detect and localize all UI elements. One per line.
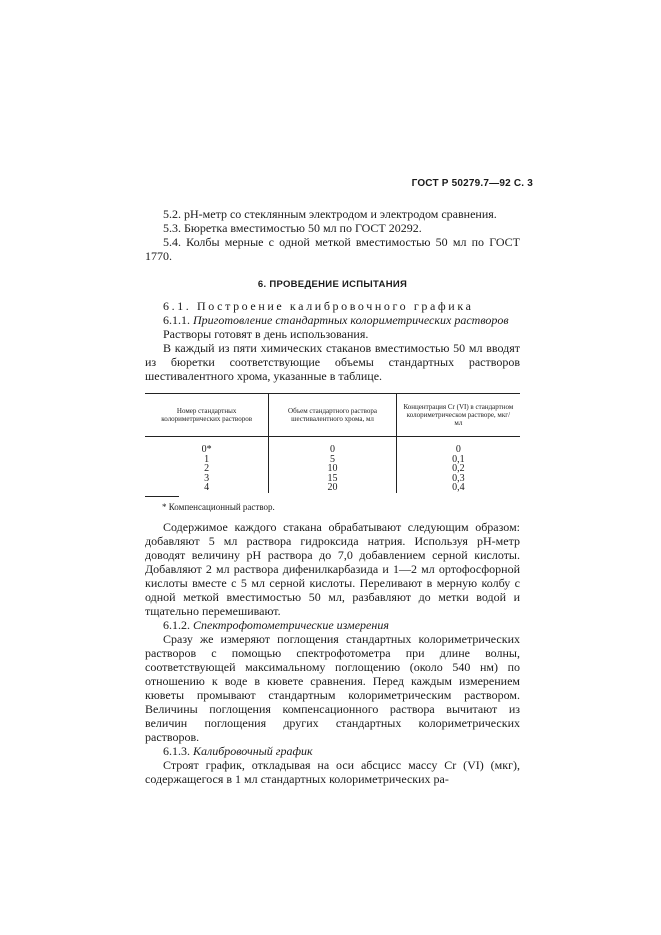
table-cell: 0,2 xyxy=(396,464,520,474)
heading-6-1-1-num: 6.1.1. xyxy=(163,313,190,327)
heading-6-1-2-num: 6.1.2. xyxy=(163,618,190,632)
table-cell: 0 xyxy=(396,445,520,455)
heading-6-1-3-title: Калибровочный график xyxy=(193,744,313,758)
table-cell: 1 xyxy=(204,453,210,465)
para-contents: Содержимое каждого стакана обрабатывают следующим образом: добавляют 5 мл раствора гидроксида натрия. Используя pH-метр доводят величину pH раствора до 7,0 добавлением серной кислоты. Добавляют 2 мл раствора дифенилкарбазида и 1—2 мл ортофосфорной кислоты вместе с 5 мл серной кислоты. Переливают в мерную колбу с одной меткой вместимостью 50 мл, разбавляют до метки водой и тщательно перемешивают. xyxy=(145,520,520,618)
item-5-3: 5.3. Бюретка вместимостью 50 мл по ГОСТ 20292. xyxy=(163,221,422,235)
footnote: * Компенсационный раствор. xyxy=(162,502,275,512)
table-cell: 0 xyxy=(269,445,397,455)
table-cell: 0,4 xyxy=(396,483,520,493)
table-header-cell: Объем стандартного раствора шестивалентного хрома, мл xyxy=(269,394,397,437)
heading-6-1 xyxy=(145,299,520,313)
table-cell: 20 xyxy=(269,483,397,493)
table-cell: 3 xyxy=(204,472,210,484)
section-title: 6. ПРОВЕДЕНИЕ ИСПЫТАНИЯ xyxy=(257,279,408,290)
footnote-rule xyxy=(145,496,179,497)
table-header-cell: Номер стандартных колориметрических растворов xyxy=(145,394,269,437)
table-cell: 15 xyxy=(269,474,397,484)
heading-6-1-text: 6.1. Построение калибровочного графика xyxy=(163,299,474,313)
table-cell: 5 xyxy=(269,455,397,465)
table-cell: 10 xyxy=(269,464,397,474)
heading-6-1-2 xyxy=(145,618,520,632)
para-measure: Сразу же измеряют поглощения стандартных колориметрических растворов с помощью спектрофотометра при длине волны, соответствующей максимальному поглощению (около 540 нм) по отношению к воде в кювете сравнения. Перед каждым измерением кюветы промывают стандартным колориметрическим раствором. Величины поглощения компенсационного раствора вычитают из величин поглощения других стандартных колориметрических растворов. xyxy=(145,632,520,744)
standards-table xyxy=(145,393,520,493)
table-cell: 0* xyxy=(201,444,212,455)
heading-6-1-3 xyxy=(145,744,520,758)
page-header: ГОСТ Р 50279.7—92 С. 3 xyxy=(411,178,533,189)
table-cell: 0,3 xyxy=(396,474,520,484)
prep-para: Растворы готовят в день использования. xyxy=(163,327,369,341)
heading-6-1-1-title: Приготовление стандартных колориметрических растворов xyxy=(193,313,509,327)
table-cell: 0,1 xyxy=(396,455,520,465)
procedure-block xyxy=(145,520,520,786)
item-5-4: 5.4. Колбы мерные с одной меткой вместимостью 50 мл по ГОСТ 1770. xyxy=(145,235,520,263)
para-graph: Строят график, откладывая на оси абсцисс массу Cr (VI) (мкг), содержащегося в 1 мл стандартных колориметрических ра- xyxy=(145,758,520,786)
heading-6-1-2-title: Спектрофотометрические измерения xyxy=(193,618,389,632)
item-5-2: 5.2. pH-метр со стеклянным электродом и электродом сравнения. xyxy=(163,207,497,221)
table-cell: 2 xyxy=(204,463,210,474)
heading-6-1-3-num: 6.1.3. xyxy=(163,744,190,758)
equipment-list xyxy=(145,207,520,263)
table-header-row xyxy=(145,394,520,437)
table-row xyxy=(145,483,520,493)
table-cell: 4 xyxy=(204,482,210,493)
prep-para: В каждый из пяти химических стаканов вместимостью 50 мл вводят из бюретки соответствующие объемы стандартных растворов шестивалентного хрома, указанные в таблице. xyxy=(145,341,520,383)
table-header-cell: Концентрация Cr (VI) в стандартном колориметрическом растворе, мкг/мл xyxy=(396,394,520,437)
prep-block xyxy=(145,299,520,383)
heading-6-1-1 xyxy=(145,313,520,327)
